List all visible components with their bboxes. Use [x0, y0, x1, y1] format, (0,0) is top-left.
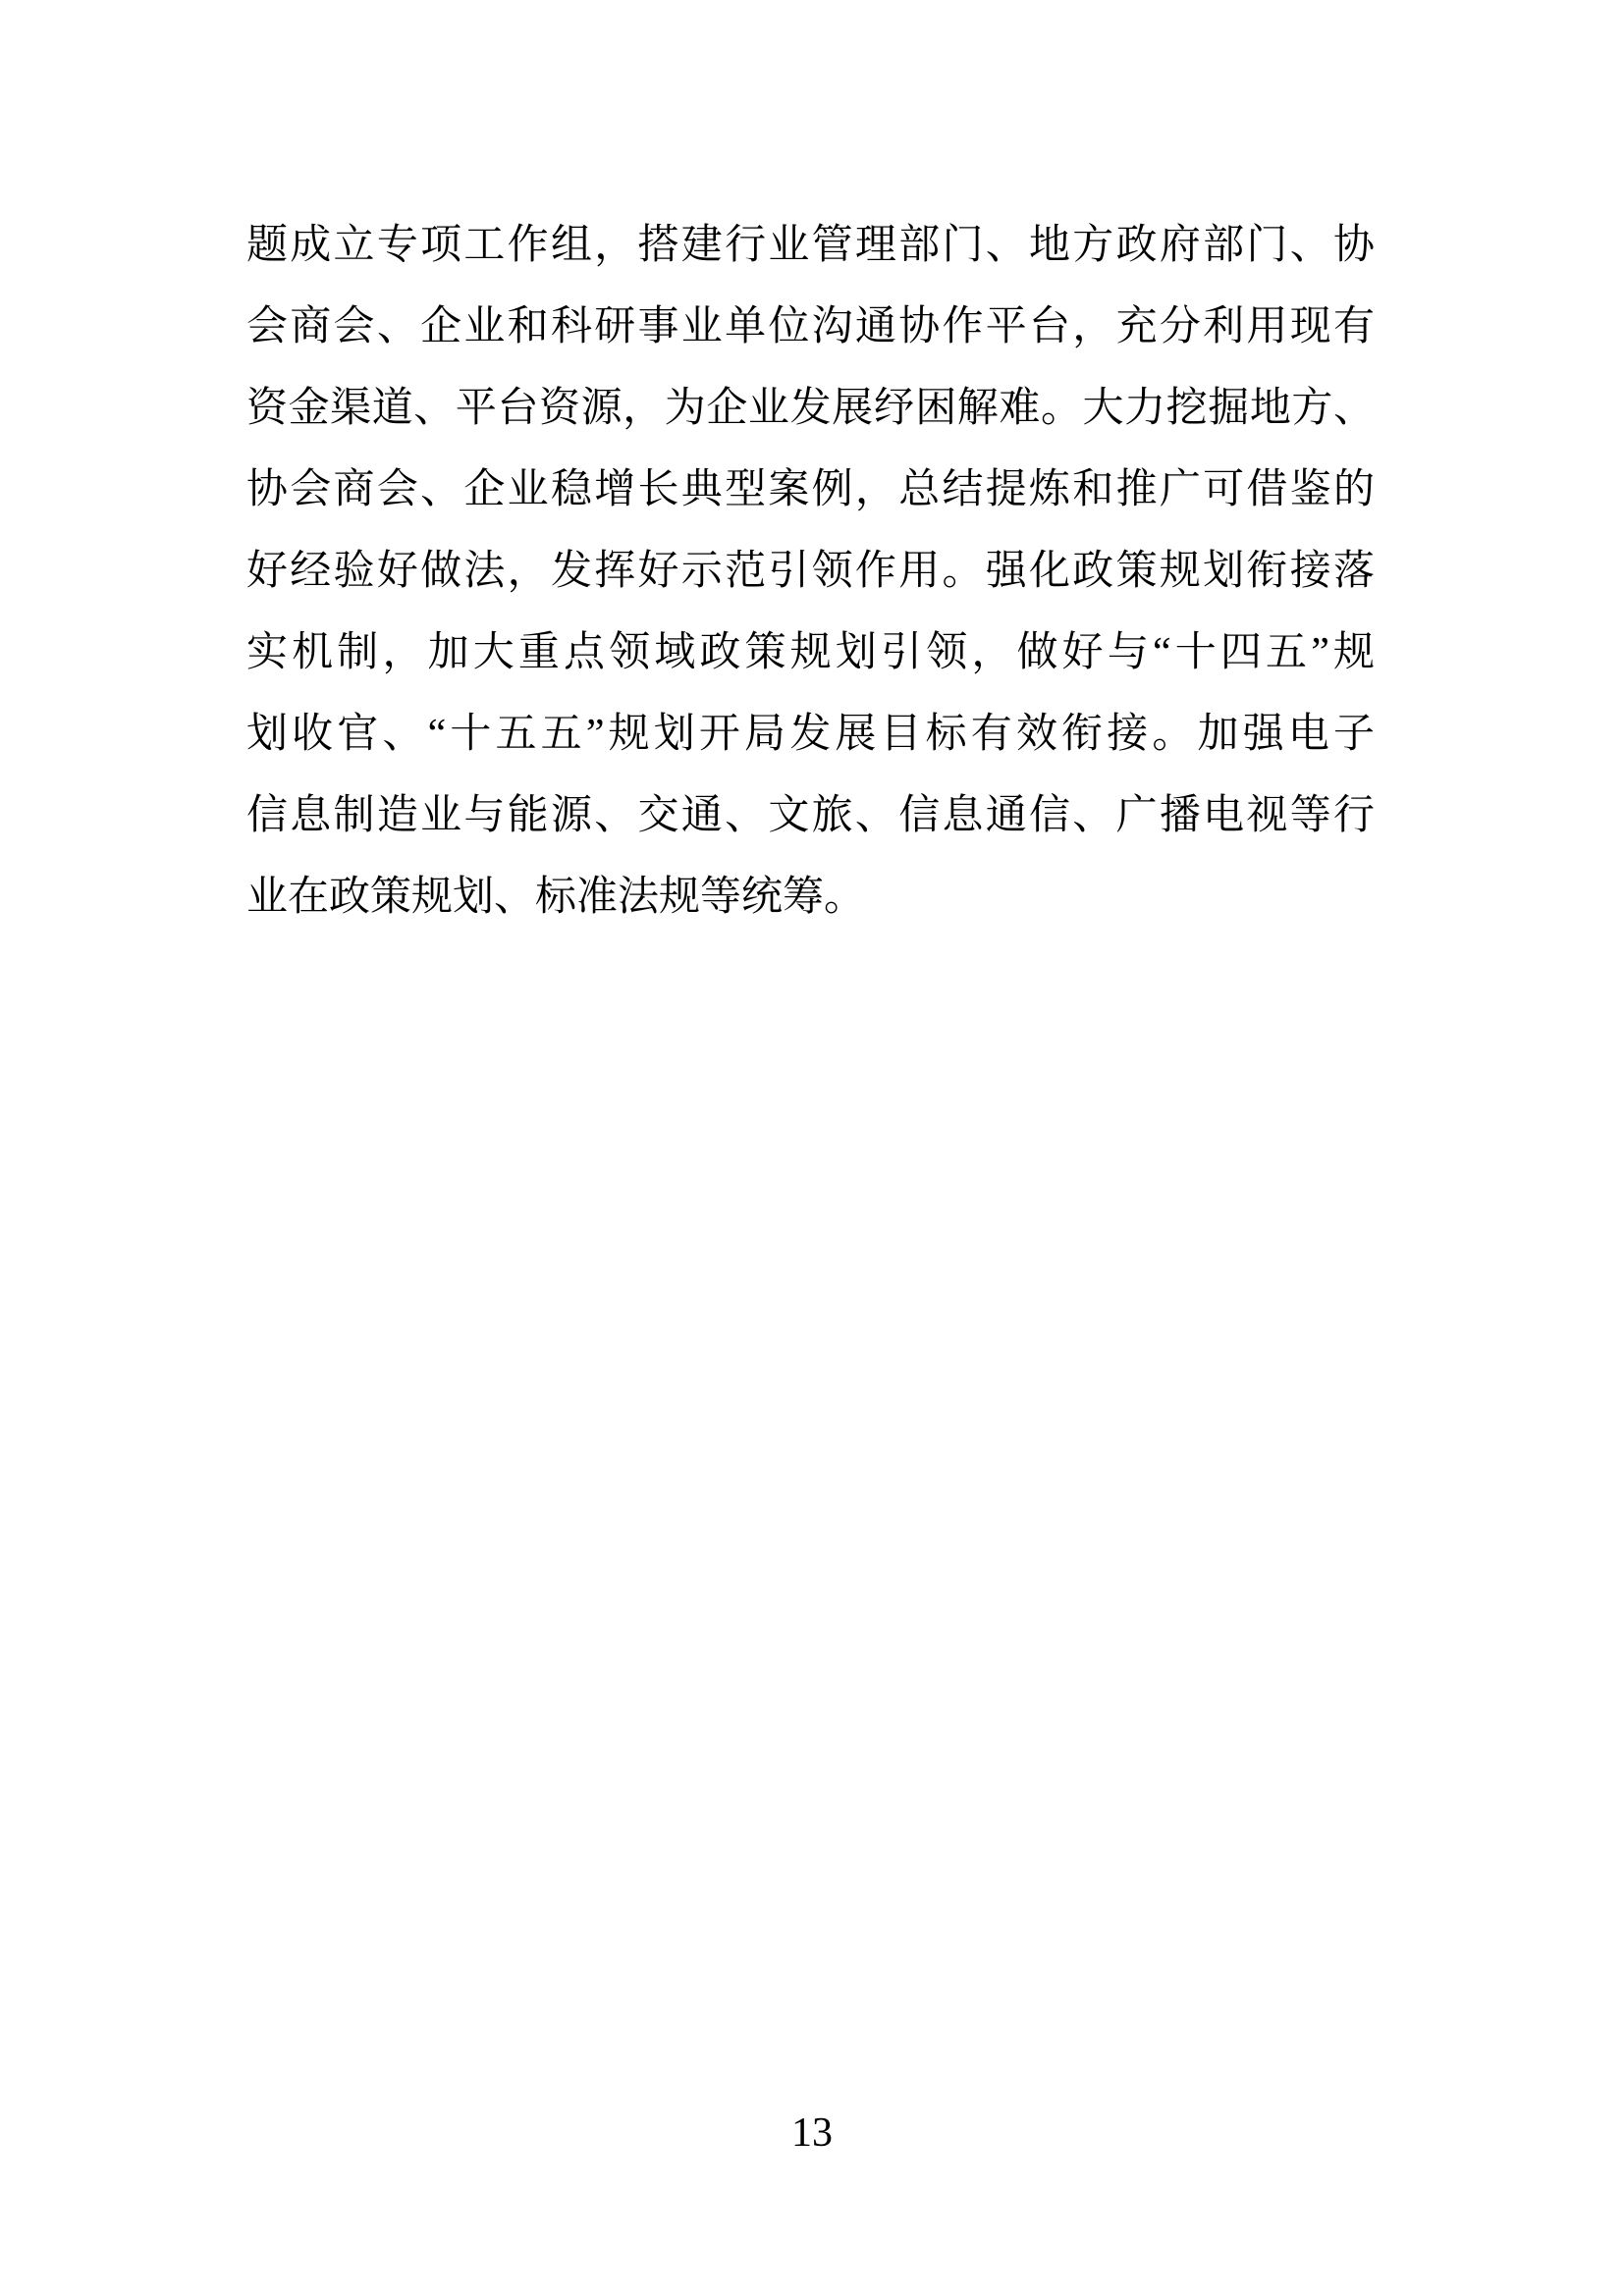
- text-line: 资金渠道、平台资源，为企业发展纾困解难。大力挖掘地方、: [246, 386, 1375, 431]
- text-line: 业在政策规划、标准法规等统筹。: [246, 875, 866, 920]
- page-number: 13: [791, 2110, 833, 2156]
- text-line: 实机制，加大重点领域政策规划引领，做好与“十四五”规: [246, 630, 1375, 675]
- text-line: 题成立专项工作组，搭建行业管理部门、地方政府部门、协: [246, 223, 1375, 268]
- text-line: 信息制造业与能源、交通、文旅、信息通信、广播电视等行: [246, 793, 1375, 838]
- text-line: 好经验好做法，发挥好示范引领作用。强化政策规划衔接落: [246, 549, 1375, 594]
- body-text: [246, 205, 1375, 938]
- text-line: 划收官、“十五五”规划开局发展目标有效衔接。加强电子: [246, 712, 1375, 757]
- text-line: 会商会、企业和科研事业单位沟通协作平台，充分利用现有: [246, 304, 1375, 349]
- text-line: 协会商会、企业稳增长典型案例，总结提炼和推广可借鉴的: [246, 467, 1375, 512]
